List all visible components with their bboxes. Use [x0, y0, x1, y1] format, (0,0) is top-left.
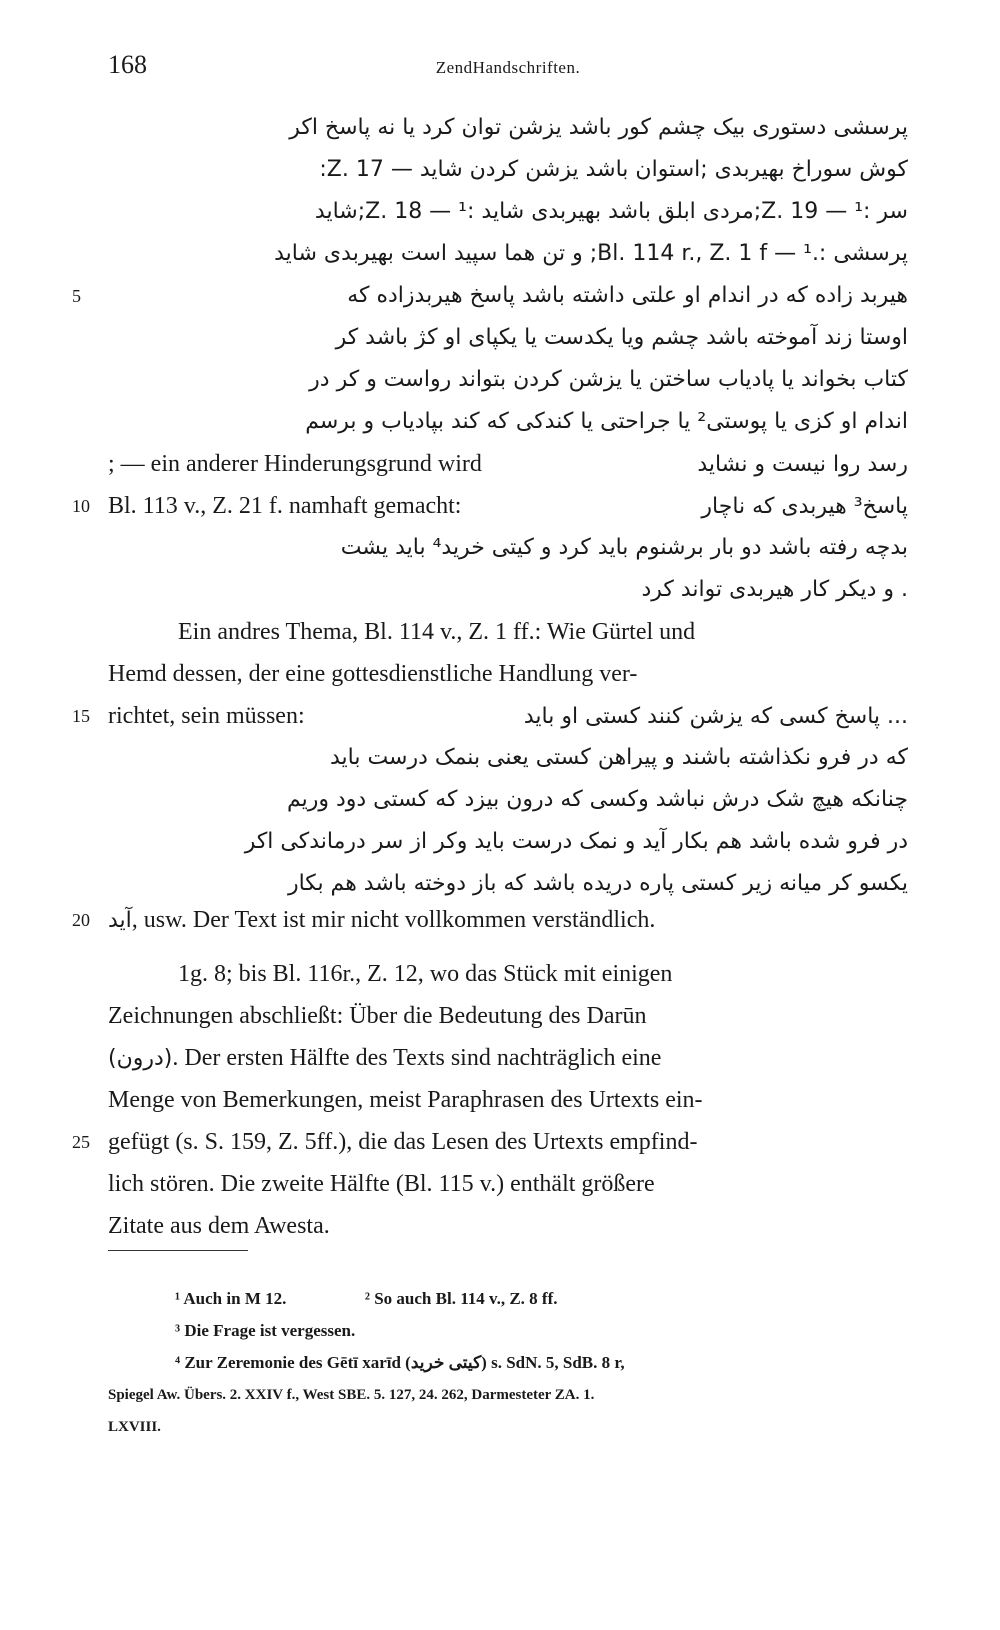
- footnote-rule: [108, 1250, 248, 1251]
- text-line-22: Zeichnungen abschließt: Über die Bedeutung des Darūn: [108, 1003, 647, 1029]
- text-line-2: کوش سوراخ بهیربدی ;استوان باشد یزشن کردن شاید — Z. 17:: [319, 157, 908, 182]
- running-title: ZendHandschriften.: [435, 58, 581, 77]
- footnote-3: ³ Die Frage ist vergessen.: [175, 1321, 356, 1340]
- text-line-11: بدچه رفته باشد دو بار برشنوم باید کرد و کیتی خرید⁴ باید یشت: [340, 535, 908, 560]
- line-number-10: 10: [72, 496, 90, 516]
- line-number-20: 20: [72, 910, 90, 930]
- german-text: , usw. Der Text ist mir nicht vollkommen verständlich.: [131, 907, 656, 933]
- text-line-25: gefügt (s. S. 159, Z. 5ff.), die das Lesen des Urtexts empfind-: [108, 1129, 698, 1155]
- line-number-25: 25: [72, 1132, 90, 1152]
- footnote-4-line-2: Spiegel Aw. Übers. 2. XXIV f., West SBE. 5. 127, 24. 262, Darmesteter ZA. 1.: [108, 1387, 595, 1403]
- persian-text: رسد روا نیست و نشاید: [697, 452, 908, 477]
- german-text: richtet, sein müssen:: [108, 703, 305, 729]
- footnote-4-line-1: ⁴ Zur Zeremonie des Gētī xarīd (کیتی خرید) s. SdN. 5, SdB. 8 r,: [175, 1353, 625, 1372]
- german-text: ; — ein anderer Hinderungsgrund wird: [108, 451, 482, 477]
- persian-text: (درون): [108, 1046, 173, 1071]
- text-line-15: [108, 698, 908, 734]
- footnote-1-and-2: [175, 1284, 908, 1314]
- text-line-20: [108, 902, 908, 938]
- text-line-5: هیربد زاده که در اندام او علتی داشته باشد پاسخ هیربدزاده که: [347, 283, 908, 308]
- persian-text: پاسخ³ هیربدی که ناچار: [701, 494, 908, 519]
- german-text: . Der ersten Hälfte des Texts sind nachträglich eine: [172, 1045, 662, 1071]
- text-line-18: در فرو شده باشد هم بکار آید و نمک درست باید وکر از سر درماندکی اکر: [244, 829, 908, 854]
- text-line-3: سر :Z. 19 — ¹;مردی ابلق باشد بهیربدی شاید :Z. 18 — ¹;شاید: [314, 199, 908, 224]
- text-line-27: Zitate aus dem Awesta.: [108, 1213, 330, 1239]
- text-line-21: 1g. 8; bis Bl. 116r., Z. 12, wo das Stück mit einigen: [178, 961, 673, 987]
- text-line-9: [108, 446, 908, 482]
- text-line-24: Menge von Bemerkungen, meist Paraphrasen des Urtexts ein-: [108, 1087, 703, 1113]
- text-line-16: که در فرو نکذاشته باشند و پیراهن کستی یعنی بنمک درست باید: [329, 745, 908, 770]
- persian-text: ... پاسخ کسی که یزشن کنند کستی او باید: [523, 704, 908, 729]
- text-line-8: اندام او کزی یا پوستی² یا جراحتی یا کندکی که کند بپادیاب و برسم: [305, 409, 908, 434]
- footnote-1: ¹ Auch in M 12.: [175, 1289, 287, 1308]
- text-line-26: lich stören. Die zweite Hälfte (Bl. 115 v.) enthält größere: [108, 1171, 655, 1197]
- text-line-6: اوستا زند آموخته باشد چشم ویا یکدست یا یکپای او کژ باشد کر: [335, 325, 908, 350]
- line-number-15: 15: [72, 706, 90, 726]
- text-line-1: پرسشی دستوری بیک چشم کور باشد یزشن توان کرد یا نه پاسخ اکر: [289, 115, 908, 140]
- text-line-14: Hemd dessen, der eine gottesdienstliche Handlung ver-: [108, 661, 638, 687]
- german-text: Bl. 113 v., Z. 21 f. namhaft gemacht:: [108, 493, 462, 519]
- footnote-2: ² So auch Bl. 114 v., Z. 8 ff.: [364, 1289, 558, 1308]
- persian-text: آید: [108, 908, 132, 933]
- line-number-5: 5: [72, 286, 81, 306]
- text-line-17: چنانکه هیچ شک درش نباشد وکسی که درون بیزد که کستی دود وریم: [286, 787, 908, 812]
- page-number: 168: [108, 50, 147, 79]
- footnote-4-line-3: LXVIII.: [108, 1419, 161, 1435]
- text-line-7: کتاب بخواند یا پادیاب ساختن یا یزشن کردن بتواند رواست و کر در: [309, 367, 908, 392]
- text-line-19: یکسو کر میانه زیر کستی پاره دریده باشد که باز دوخته باشد هم بکار: [287, 871, 908, 896]
- text-line-10: [108, 488, 908, 524]
- text-line-12: . و دیکر کار هیربدی تواند کرد: [641, 577, 908, 602]
- text-line-4: پرسشی :.Bl. 114 r., Z. 1 f — ¹; و تن هما سپید است بهیربدی شاید: [274, 241, 908, 266]
- page-header: [108, 50, 908, 90]
- text-line-23: [108, 1040, 908, 1076]
- text-line-13: Ein andres Thema, Bl. 114 v., Z. 1 ff.: Wie Gürtel und: [178, 619, 696, 645]
